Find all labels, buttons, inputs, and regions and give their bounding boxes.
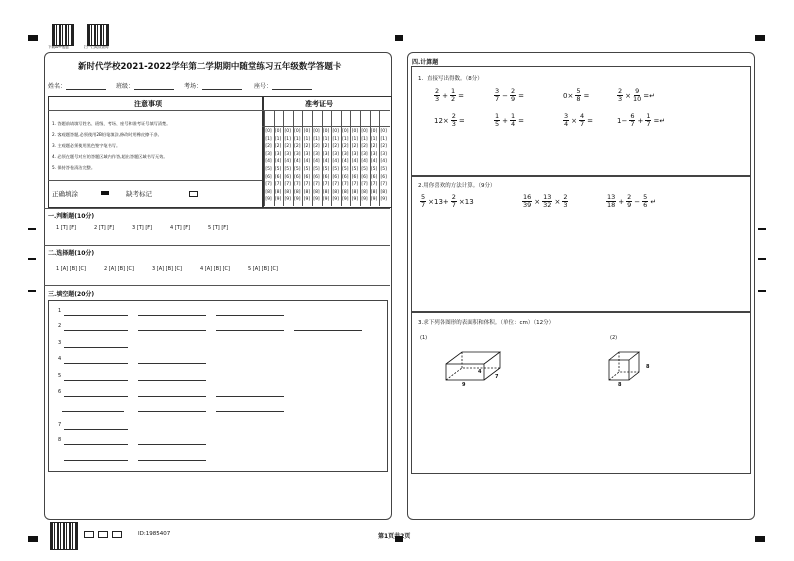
registration-mark: [28, 536, 38, 542]
id-digit-bubble[interactable]: [4]: [265, 159, 272, 165]
id-digit-bubble[interactable]: [9]: [370, 197, 378, 203]
fill-number: 2: [58, 323, 62, 329]
id-digit-bubble[interactable]: [5]: [361, 167, 368, 172]
id-digit-bubble[interactable]: [3]: [370, 151, 378, 157]
id-digit-bubble[interactable]: [2]: [361, 144, 368, 150]
choice-item[interactable]: 4 [A] [B] [C]: [200, 266, 230, 272]
id-digit-bubble[interactable]: [8]: [303, 189, 311, 195]
id-digit-bubble[interactable]: [2]: [284, 144, 291, 150]
divider: [262, 110, 390, 111]
footer-box: [112, 531, 122, 538]
name-field[interactable]: [66, 89, 106, 90]
judge-item[interactable]: 5 [T] [F]: [208, 225, 229, 231]
id-digit-bubble[interactable]: [1]: [380, 136, 387, 142]
expr: $\frac{2}{3}$ + $\frac{1}{2}$ =: [435, 87, 465, 103]
room-field[interactable]: [202, 89, 242, 90]
id-digit-bubble[interactable]: [6]: [380, 174, 387, 180]
id-digit-bubble[interactable]: [0]: [313, 129, 320, 134]
choice-item[interactable]: 1 [A] [B] [C]: [56, 266, 86, 272]
fill-blank[interactable]: [64, 315, 128, 316]
fill-blank[interactable]: [138, 380, 206, 381]
id-digit-bubble[interactable]: [7]: [342, 182, 349, 188]
fill-blank[interactable]: [216, 396, 284, 397]
choice-item[interactable]: 3 [A] [B] [C]: [152, 266, 182, 272]
id-digit-bubble[interactable]: [6]: [370, 174, 378, 180]
id-digit-bubble[interactable]: [5]: [303, 167, 311, 172]
id-digit-bubble[interactable]: [6]: [351, 174, 359, 180]
choice-item[interactable]: 5 [A] [B] [C]: [248, 266, 278, 272]
fill-blank[interactable]: [138, 460, 206, 461]
id-digit-bubble[interactable]: [0]: [265, 129, 272, 134]
id-digit-bubble[interactable]: [8]: [322, 189, 330, 195]
id-digit-bubble[interactable]: [1]: [361, 136, 368, 142]
id-digit-bubble[interactable]: [9]: [274, 197, 282, 203]
id-digit-bubble[interactable]: [9]: [322, 197, 330, 203]
correct-fill-sample: [101, 191, 109, 195]
id-digit-bubble[interactable]: [7]: [294, 182, 301, 188]
cuboid-length-label: 9: [462, 382, 466, 388]
id-digit-bubble[interactable]: [1]: [342, 136, 349, 142]
id-digit-bubble[interactable]: [1]: [322, 136, 330, 142]
expr: $\frac{2}{3}$ × $\frac{9}{10}$ =↵: [618, 87, 656, 103]
id-digit-bubble[interactable]: [7]: [265, 182, 272, 188]
calc-q3-title: 3.求下列各图形的表面积和体积。（单位：cm）（12分）: [418, 320, 555, 326]
fill-blank[interactable]: [138, 330, 206, 331]
id-digit-bubble[interactable]: [7]: [380, 182, 387, 188]
id-digit-bubble[interactable]: [6]: [265, 174, 272, 180]
cuboid-figure: [440, 348, 510, 388]
class-field[interactable]: [134, 89, 174, 90]
fill-blank[interactable]: [216, 330, 284, 331]
id-digit-bubble[interactable]: [0]: [361, 129, 368, 134]
divider: [48, 180, 262, 181]
id-digit-bubble[interactable]: [9]: [284, 197, 291, 203]
id-digit-bubble[interactable]: [4]: [380, 159, 387, 165]
id-digit-bubble[interactable]: [1]: [284, 136, 291, 142]
id-digit-bubble[interactable]: [0]: [322, 129, 330, 134]
fill-number: 6: [58, 389, 62, 395]
id-digit-bubble[interactable]: [0]: [303, 129, 311, 134]
id-digit-bubble[interactable]: [6]: [342, 174, 349, 180]
id-digit-bubble[interactable]: [1]: [332, 136, 339, 142]
id-digit-bubble[interactable]: [2]: [370, 144, 378, 150]
footer-box: [84, 531, 94, 538]
id-digit-bubble[interactable]: [7]: [274, 182, 282, 188]
notice-item: 5. 保持答卷清洁完整。: [52, 165, 96, 170]
notice-item: 1. 答题前请填写姓名、班级、考场、座号和准考证号填写清楚。: [52, 121, 171, 126]
id-digit-bubble[interactable]: [2]: [303, 144, 311, 150]
fill-blank[interactable]: [64, 380, 128, 381]
id-digit-bubble[interactable]: [4]: [351, 159, 359, 165]
fill-blank[interactable]: [216, 315, 284, 316]
footer-id: ID:1985407: [138, 531, 171, 537]
id-digit-bubble[interactable]: [9]: [342, 197, 349, 203]
id-digit-bubble[interactable]: [6]: [361, 174, 368, 180]
id-digit-bubble[interactable]: [7]: [313, 182, 320, 188]
id-digit-bubble[interactable]: [8]: [342, 189, 349, 195]
id-digit-bubble[interactable]: [2]: [313, 144, 320, 150]
id-digit-bubble[interactable]: [3]: [322, 151, 330, 157]
id-digit-bubble[interactable]: [5]: [332, 167, 339, 172]
footer-box: [98, 531, 108, 538]
id-digit-bubble[interactable]: [2]: [274, 144, 282, 150]
expr: 0× $\frac{5}{8}$ =: [563, 87, 590, 103]
id-digit-bubble[interactable]: [8]: [294, 189, 301, 195]
id-digit-bubble[interactable]: [1]: [274, 136, 282, 142]
id-digit-bubble[interactable]: [4]: [332, 159, 339, 165]
id-digit-bubble[interactable]: [6]: [322, 174, 330, 180]
id-digit-bubble[interactable]: [9]: [294, 197, 301, 203]
id-digit-bubble[interactable]: [8]: [313, 189, 320, 195]
side-mark: [758, 290, 766, 292]
id-digit-bubble[interactable]: [9]: [332, 197, 339, 203]
id-digit-bubble[interactable]: [0]: [380, 129, 387, 134]
registration-mark: [395, 35, 403, 41]
id-digit-bubble[interactable]: [3]: [361, 151, 368, 157]
id-digit-bubble[interactable]: [8]: [380, 189, 387, 195]
notice-item: 2. 客观题答题,必须使用2B铅笔填涂,修改时用橡皮擦干净。: [52, 132, 162, 137]
id-digit-bubble[interactable]: [8]: [274, 189, 282, 195]
cube-figure: [605, 348, 645, 386]
id-digit-bubble[interactable]: [8]: [351, 189, 359, 195]
notice-box: [48, 96, 264, 208]
missing-mark-label: 缺考标记: [126, 190, 152, 198]
id-digit-bubble[interactable]: [5]: [313, 167, 320, 172]
id-digit-bubble[interactable]: [0]: [370, 129, 378, 134]
id-digit-bubble[interactable]: [2]: [380, 144, 387, 150]
id-digit-bubble[interactable]: [7]: [284, 182, 291, 188]
id-digit-bubble[interactable]: [3]: [351, 151, 359, 157]
side-mark: [28, 290, 36, 292]
id-digit-bubble[interactable]: [7]: [351, 182, 359, 188]
id-digit-bubble[interactable]: [5]: [265, 167, 272, 172]
id-digit-bubble[interactable]: [6]: [332, 174, 339, 180]
expr: $\frac{3}{7}$ − $\frac{2}{9}$ =: [495, 87, 525, 103]
id-digit-bubble[interactable]: [5]: [294, 167, 301, 172]
id-digit-bubble[interactable]: [2]: [322, 144, 330, 150]
fill-number: 5: [58, 373, 62, 379]
id-digit-bubble[interactable]: [5]: [274, 167, 282, 172]
id-entry-row-divider: [262, 126, 390, 127]
id-digit-bubble[interactable]: [5]: [370, 167, 378, 172]
id-digit-bubble[interactable]: [4]: [284, 159, 291, 165]
page-title: 新时代学校2021-2022学年第二学期期中随堂练习五年级数学答题卡: [78, 62, 342, 72]
seat-label: 座号：: [254, 83, 273, 90]
id-digit-bubble[interactable]: [7]: [332, 182, 339, 188]
divider: [44, 245, 390, 246]
id-digit-bubble[interactable]: [0]: [274, 129, 282, 134]
fill-blank[interactable]: [64, 429, 128, 430]
id-digit-bubble[interactable]: [4]: [274, 159, 282, 165]
id-digit-bubble[interactable]: [0]: [284, 129, 291, 134]
id-digit-bubble[interactable]: [0]: [342, 129, 349, 134]
id-digit-bubble[interactable]: [8]: [265, 189, 272, 195]
choice-item[interactable]: 2 [A] [B] [C]: [104, 266, 134, 272]
fill-blank[interactable]: [138, 396, 206, 397]
id-digit-bubble[interactable]: [4]: [322, 159, 330, 165]
id-digit-bubble[interactable]: [3]: [332, 151, 339, 157]
id-digit-bubble[interactable]: [3]: [303, 151, 311, 157]
cube-side-label: 8: [646, 364, 650, 370]
qr-code-left: [52, 24, 74, 46]
registration-mark: [28, 35, 38, 41]
calc-q1-title: 1．直接写出得数。（8分）: [418, 76, 483, 82]
id-digit-bubble[interactable]: [7]: [322, 182, 330, 188]
id-digit-bubble[interactable]: [1]: [294, 136, 301, 142]
fill-blank[interactable]: [138, 411, 206, 412]
footer-qr-code: [50, 522, 78, 550]
id-digit-bubble[interactable]: [0]: [294, 129, 301, 134]
id-digit-bubble[interactable]: [4]: [313, 159, 320, 165]
cuboid-width-label: 7: [495, 374, 499, 380]
registration-mark: [755, 536, 765, 542]
expr: $\frac{5}{7}$ ×13+ $\frac{2}{7}$ ×13: [421, 193, 474, 209]
fill-blank[interactable]: [64, 444, 128, 445]
cube-bottom-label: 8: [618, 382, 622, 388]
id-digit-bubble[interactable]: [3]: [342, 151, 349, 157]
id-digit-bubble[interactable]: [4]: [370, 159, 378, 165]
side-mark: [758, 258, 766, 260]
id-digit-bubble[interactable]: [5]: [284, 167, 291, 172]
id-digit-bubble[interactable]: [4]: [294, 159, 301, 165]
qr-caption-right: 扫一扫成绩查询: [84, 45, 109, 49]
figure-label-1: (1): [420, 335, 428, 341]
divider: [44, 208, 390, 209]
fill-blank[interactable]: [216, 411, 284, 412]
side-mark: [758, 228, 766, 230]
id-digit-bubble[interactable]: [3]: [274, 151, 282, 157]
correct-fill-label: 正确填涂: [52, 190, 78, 198]
room-label: 考场：: [184, 83, 203, 90]
divider: [44, 285, 390, 286]
id-digit-bubble[interactable]: [9]: [351, 197, 359, 203]
divider: [48, 110, 262, 111]
registration-mark: [755, 35, 765, 41]
id-digit-bubble[interactable]: [1]: [370, 136, 378, 142]
fill-number: 1: [58, 308, 62, 314]
id-digit-bubble[interactable]: [4]: [361, 159, 368, 165]
notice-header: 注意事项: [134, 100, 162, 108]
id-digit-bubble[interactable]: [5]: [342, 167, 349, 172]
notice-item: 3. 主观题必须使用黑色签字笔书写。: [52, 143, 121, 148]
id-digit-bubble[interactable]: [8]: [361, 189, 368, 195]
fill-blank[interactable]: [64, 363, 128, 364]
id-digit-bubble[interactable]: [7]: [370, 182, 378, 188]
id-digit-bubble[interactable]: [9]: [380, 197, 387, 203]
notice-item: 4. 必须在题号对应的答题区域内作答,超出答题区域书写无效。: [52, 154, 168, 159]
expr: 12× $\frac{2}{3}$ =: [434, 112, 465, 128]
id-digit-bubble[interactable]: [9]: [303, 197, 311, 203]
fill-blank[interactable]: [138, 315, 206, 316]
figure-label-2: (2): [610, 335, 618, 341]
id-digit-bubble[interactable]: [6]: [303, 174, 311, 180]
id-digit-bubble[interactable]: [5]: [322, 167, 330, 172]
id-digit-bubble[interactable]: [5]: [351, 167, 359, 172]
id-digit-bubble[interactable]: [2]: [342, 144, 349, 150]
id-digit-bubble[interactable]: [9]: [361, 197, 368, 203]
name-label: 姓名：: [48, 83, 67, 90]
id-digit-bubble[interactable]: [2]: [265, 144, 272, 150]
judge-item[interactable]: 2 [T] [F]: [94, 225, 115, 231]
fill-blank[interactable]: [64, 396, 128, 397]
fill-blank[interactable]: [64, 460, 128, 461]
seat-field[interactable]: [272, 89, 312, 90]
fill-number: 7: [58, 422, 62, 428]
fill-number: 3: [58, 340, 62, 346]
fill-blank[interactable]: [62, 411, 124, 412]
footer-page: 第1页共2页: [378, 533, 411, 540]
qr-caption-left: 下载APP搜题: [48, 45, 69, 49]
id-digit-bubble[interactable]: [1]: [265, 136, 272, 142]
id-digit-bubble[interactable]: [6]: [274, 174, 282, 180]
id-digit-bubble[interactable]: [3]: [265, 151, 272, 157]
id-digit-bubble[interactable]: [8]: [370, 189, 378, 195]
id-digit-bubble[interactable]: [7]: [361, 182, 368, 188]
fill-blank[interactable]: [64, 330, 128, 331]
judge-title: 一.判断题(10分): [48, 213, 95, 220]
id-digit-bubble[interactable]: [6]: [313, 174, 320, 180]
id-digit-bubble[interactable]: [8]: [332, 189, 339, 195]
fill-blank[interactable]: [138, 444, 206, 445]
fill-blank[interactable]: [138, 363, 206, 364]
id-digit-bubble[interactable]: [2]: [332, 144, 339, 150]
judge-item[interactable]: 4 [T] [F]: [170, 225, 191, 231]
fill-blank[interactable]: [294, 330, 362, 331]
calc-q2-title: 2.用你喜欢的方法计算。（9分）: [418, 183, 496, 189]
expr: $\frac{16}{39}$ × $\frac{13}{32}$ × $\frac{2}{3}$: [523, 193, 568, 209]
id-digit-bubble[interactable]: [0]: [351, 129, 359, 134]
qr-code-right: [87, 24, 109, 46]
expr: $\frac{3}{4}$ × $\frac{4}{7}$ =: [564, 112, 594, 128]
id-digit-bubble[interactable]: [3]: [313, 151, 320, 157]
choice-title: 二.选择题(10分): [48, 250, 95, 257]
fill-answer-box: [48, 300, 388, 472]
id-digit-bubble[interactable]: [2]: [294, 144, 301, 150]
id-digit-bubble[interactable]: [1]: [313, 136, 320, 142]
id-digit-bubble[interactable]: [1]: [303, 136, 311, 142]
id-digit-bubble[interactable]: [6]: [294, 174, 301, 180]
id-digit-bubble[interactable]: [3]: [380, 151, 387, 157]
calc-title: 四.计算题: [412, 59, 439, 66]
id-digit-bubble[interactable]: [4]: [303, 159, 311, 165]
judge-item[interactable]: 3 [T] [F]: [132, 225, 153, 231]
id-digit-bubble[interactable]: [0]: [332, 129, 339, 134]
judge-item[interactable]: 1 [T] [F]: [56, 225, 77, 231]
id-digit-bubble[interactable]: [9]: [265, 197, 272, 203]
id-digit-bubble[interactable]: [6]: [284, 174, 291, 180]
side-mark: [28, 228, 36, 230]
fill-number: 4: [58, 356, 62, 362]
calc-q3-box: [411, 312, 751, 474]
id-digit-bubble[interactable]: [3]: [294, 151, 301, 157]
cuboid-height-label: 4: [478, 369, 482, 375]
id-digit-bubble[interactable]: [7]: [303, 182, 311, 188]
expr: $\frac{13}{18}$ + $\frac{2}{9}$ − $\frac{5}{6}$ ↵: [607, 193, 657, 209]
id-digit-bubble[interactable]: [4]: [342, 159, 349, 165]
side-mark: [28, 258, 36, 260]
fill-blank[interactable]: [64, 347, 128, 348]
id-digit-bubble[interactable]: [9]: [313, 197, 320, 203]
id-digit-bubble[interactable]: [2]: [351, 144, 359, 150]
id-digit-bubble[interactable]: [3]: [284, 151, 291, 157]
id-digit-bubble[interactable]: [1]: [351, 136, 359, 142]
fill-number: 8: [58, 437, 62, 443]
id-digit-bubble[interactable]: [5]: [380, 167, 387, 172]
class-label: 班级：: [116, 83, 135, 90]
missing-mark-box[interactable]: [189, 191, 198, 197]
id-digit-bubble[interactable]: [8]: [284, 189, 291, 195]
expr: $\frac{1}{5}$ + $\frac{1}{4}$ =: [495, 112, 525, 128]
exam-id-header: 准考证号: [305, 100, 333, 108]
expr: 1− $\frac{6}{7}$ + $\frac{1}{7}$ =↵: [617, 112, 666, 128]
fill-title: 三.填空题(20分): [48, 291, 95, 298]
